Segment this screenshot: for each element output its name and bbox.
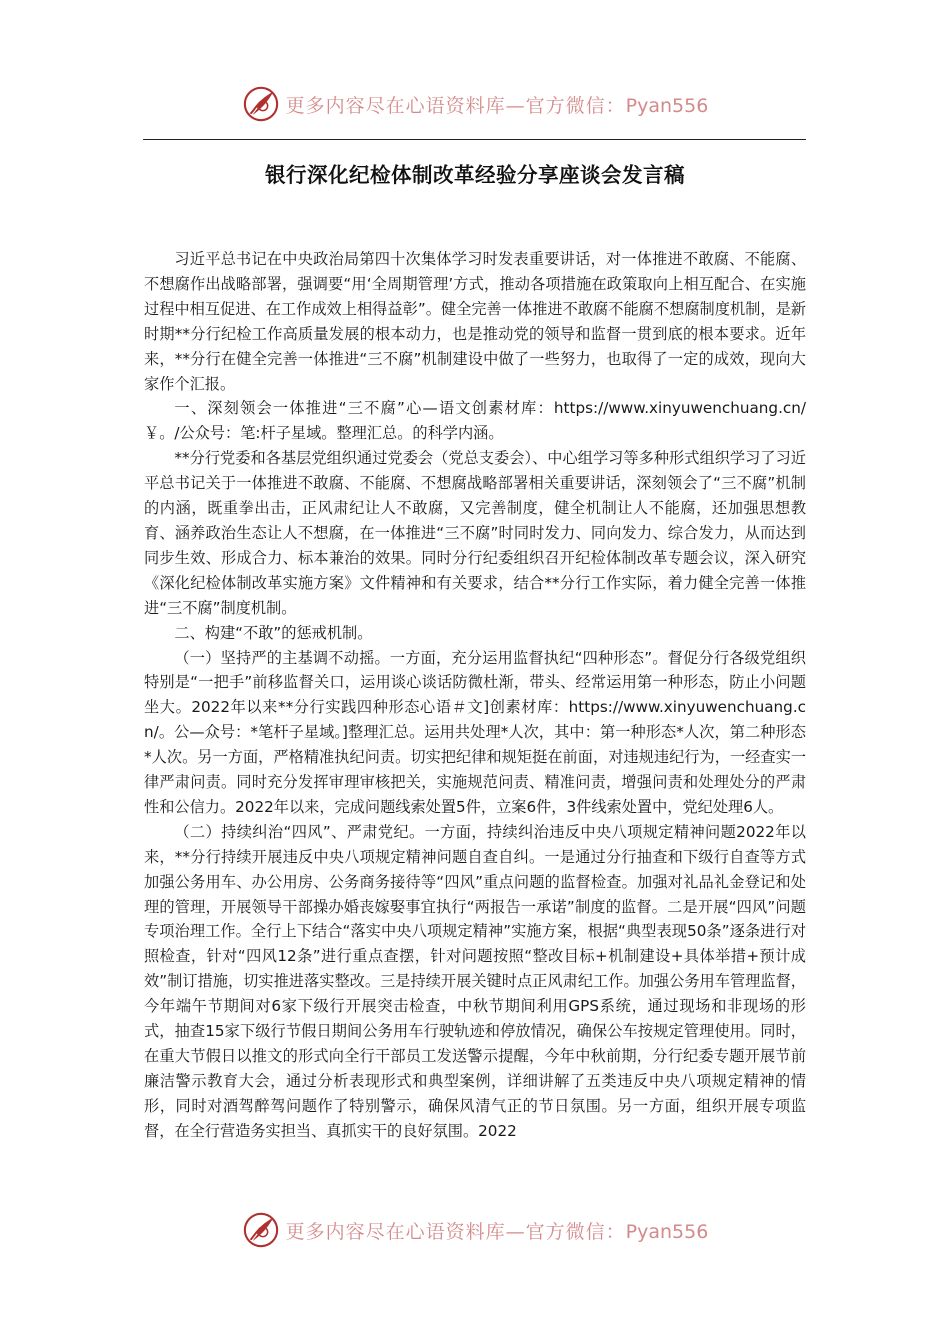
banner-wechat-id: Pyan556 <box>625 94 709 117</box>
section-heading-1: 一、深刻领会一体推进“三不腐”心—语文创素材库：https://www.xinyuwenchuang.cn/￥。/公众号：笔:杆子星域。整理汇总。的科学内涵。 <box>144 399 806 443</box>
document-title: 银行深化纪检体制改革经验分享座谈会发言稿 <box>265 163 685 187</box>
banner-text: 更多内容尽在心语资料库—官方微信：Pyan556 <box>285 1220 709 1243</box>
banner-wechat-id: Pyan556 <box>625 1220 709 1243</box>
header-banner <box>0 82 950 126</box>
section-heading-2: 二、构建“不敢”的惩戒机制。 <box>174 623 373 642</box>
footer-banner <box>0 1208 950 1252</box>
header-rule <box>143 139 806 140</box>
banner-text: 更多内容尽在心语资料库—官方微信：Pyan556 <box>285 94 709 117</box>
paragraph-subsection-2: （二）持续纠治“四风”、严肃党纪。一方面，持续纠治违反中央八项规定精神问题2022年以来，**分行持续开展违反中央八项规定精神问题自查自纠。一是通过分行抽查和下级行自查等方式加强公务用车、办公用房、公务商务接待等“四风”重点问题的监督检查。加强对礼品礼金登记和处理的管理，开展领导干部操办婚丧嫁娶事宜执行“两报告一承诺”制度的监督。二是开展“四风”问题专项治理工作。全行上下结合“落实中央八项规定精神”实施方案，根据“典型表现50条”逐条进行对照检查，针对“四风12条”进行重点查摆，针对问题按照“整改目标+机制建设+具体举措+预计成效”制订措施，切实推进落实整改。三是持续开展关键时点正风肃纪工作。加强公务用车管理监督，今年端午节期间对6家下级行开展突击检查，中秋节期间利用GPS系统，通过现场和非现场的形式，抽查15家下级行节假日期间公务用车行驶轨迹和停放情况，确保公车按规定管理使用。同时，在重大节假日以推文的形式向全行干部员工发送警示提醒，今年中秋前期，分行纪委专题开展节前廉洁警示教育大会，通过分析表现形式和典型案例，详细讲解了五类违反中央八项规定精神的情形，同时对酒驾醉驾问题作了特别警示，确保风清气正的节日氛围。另一方面，组织开展专项监督，在全行营造务实担当、真抓实干的良好氛围。2022 <box>144 822 806 1140</box>
paragraph-section-1: **分行党委和各基层党组织通过党委会（党总支委会）、中心组学习等多种形式组织学习了习近平总书记关于一体推进不敢腐、不能腐、不想腐战略部署相关重要讲话，深刻领会了“三不腐”机制的内涵，既重拳出击，正风肃纪让人不敢腐，又完善制度，健全机制让人不能腐，还加强思想教育、涵养政治生态让人不想腐，在一体推进“三不腐”时同时发力、同向发力、综合发力，从而达到同步生效、形成合力、标本兼治的效果。同时分行纪委组织召开纪检体制改革专题会议，深入研究《深化纪检体制改革实施方案》文件精神和有关要求，结合**分行工作实际，着力健全完善一体推进“三不腐”制度机制。 <box>144 449 806 617</box>
quill-circle-logo <box>242 85 280 123</box>
paragraph-subsection-1: （一）坚持严的主基调不动摇。一方面，充分运用监督执纪“四种形态”。督促分行各级党组织特别是“一把手”前移监督关口，运用谈心谈话防微杜渐，带头、经常运用第一种形态，防止小问题坐大。2022年以来**分行实践四种形态心语＃文]创素材库：https://www.xinyuwenchuang.cn/。公—众号：*笔杆子星域。]整理汇总。运用共处理*人次，其中：第一种形态*人次，第二种形态*人次。另一方面，严格精准执纪问责。切实把纪律和规矩挺在前面，对违规违纪行为，一经查实一律严肃问责。同时充分发挥审理审核把关，实施规范问责、精准问责，增强问责和处理处分的严肃性和公信力。2022年以来，完成问题线索处置5件，立案6件，3件线索处置中，党纪处理6人。 <box>144 648 806 816</box>
paragraph-intro: 习近平总书记在中央政治局第四十次集体学习时发表重要讲话，对一体推进不敢腐、不能腐、不想腐作出战略部署，强调要“用‘全周期管理’方式，推动各项措施在政策取向上相互配合、在实施过程中相互促进、在工作成效上相得益彰”。健全完善一体推进不敢腐不能腐不想腐制度机制，是新时期**分行纪检工作高质量发展的根本动力，也是推动党的领导和监督一贯到底的根本要求。近年来，**分行在健全完善一体推进“三不腐”机制建设中做了一些努力，也取得了一定的成效，现向大家作个汇报。 <box>144 250 806 393</box>
document-body <box>144 247 806 1144</box>
quill-circle-logo <box>242 1211 280 1249</box>
